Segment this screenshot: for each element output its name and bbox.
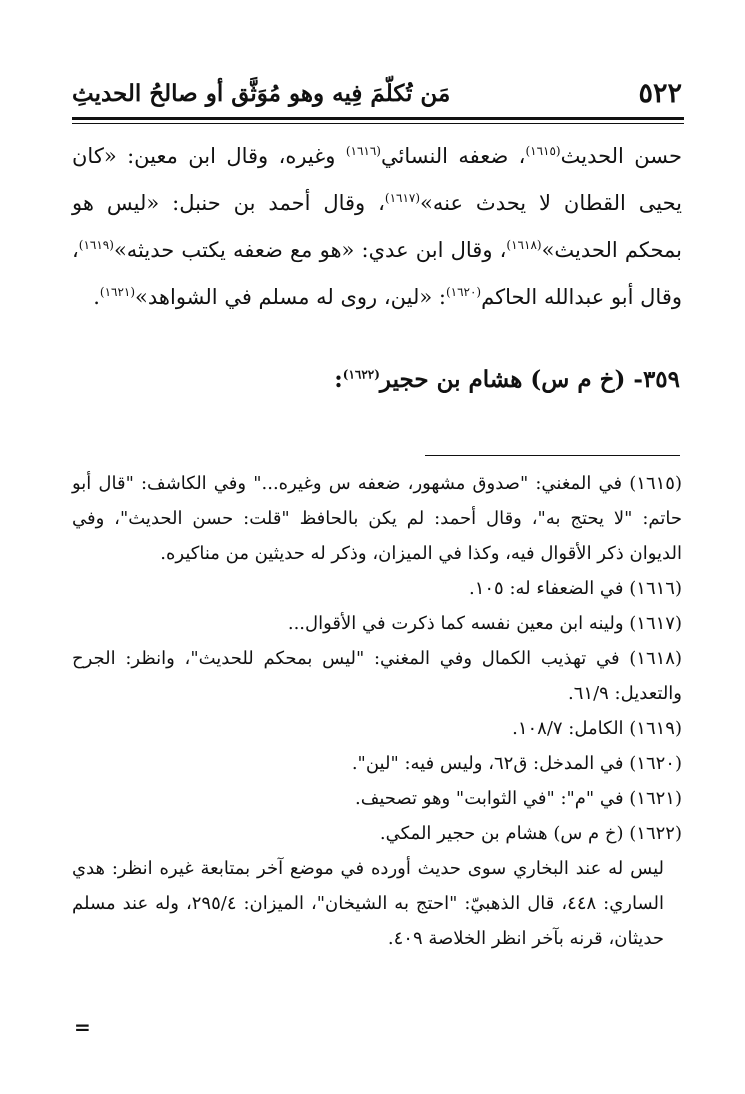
footnote-ref: (١٦١٨) bbox=[506, 238, 542, 252]
main-paragraph bbox=[72, 133, 682, 321]
text-segment: ، وقال أحمد بن حنبل: «ليس هو بمحكم الحديث» bbox=[72, 191, 682, 262]
text-segment: ، وقال ابن عدي: «هو مع ضعفه يكتب حديثه» bbox=[113, 238, 507, 262]
text-segment: حسن الحديث bbox=[560, 144, 682, 168]
running-title: مَن تُكلّمَ فِيه وهو مُوَثَّق أو صالحُ الحديثِ bbox=[72, 80, 451, 107]
header-rule-thick bbox=[72, 117, 684, 120]
footnote: (١٦١٥) في المغني: "صدوق مشهور، ضعفه س وغيره..." وفي الكاشف: "قال أبو حاتم: "لا يحتج به"، وقال أحمد: لم يكن بالحافظ "قلت: حسن الحديث"، وفي الديوان ذكر الأقوال فيه، وكذا في الميزان، وذكر له حديثين من مناكيره. bbox=[72, 473, 682, 564]
footnote: (١٦٢٢) (خ م س) هشام بن حجير المكي. bbox=[379, 823, 682, 844]
footnote-ref: (١٦١٩) bbox=[78, 238, 114, 252]
footnote-ref: (١٦٢١) bbox=[99, 285, 136, 299]
footnotes bbox=[72, 466, 682, 956]
footnote-ref: (١٦٢٢) bbox=[342, 367, 380, 382]
footnote-ref: (١٦٢٠) bbox=[445, 285, 482, 299]
page-header bbox=[72, 78, 682, 114]
main-text bbox=[72, 133, 682, 321]
footnote-separator bbox=[425, 455, 680, 456]
entry-tail: : bbox=[334, 366, 343, 393]
footnote: (١٦١٩) الكامل: ١٠٨/٧. bbox=[512, 718, 682, 739]
entry-heading bbox=[72, 360, 680, 400]
text-segment: ، ضعفه النسائي bbox=[380, 144, 526, 168]
footnote: (١٦١٨) في تهذيب الكمال وفي المغني: "ليس بمحكم للحديث"، وانظر: الجرح والتعديل: ٦١/٩. bbox=[72, 648, 682, 704]
text-segment: ، وقال أبو عبدالله الحاكم bbox=[72, 238, 682, 309]
continuation-mark: = bbox=[74, 1015, 91, 1039]
footnote: (١٦٢٠) في المدخل: ق٦٢، وليس فيه: "لين". bbox=[351, 753, 682, 774]
text-segment: : «لين، روى له مسلم في الشواهد» bbox=[135, 285, 446, 309]
footnote-ref: (١٦١٥) bbox=[525, 144, 561, 158]
footnote: (١٦١٧) ولينه ابن معين نفسه كما ذكرت في الأقوال... bbox=[287, 613, 682, 634]
footnote-continuation: ليس له عند البخاري سوى حديث أورده في موضع آخر بمتابعة غيره انظر: هدي الساري: ٤٤٨، قال الذهبيّ: "احتج به الشيخان"، الميزان: ٢٩٥/٤، وله عند مسلم حديثان، قرنه بآخر انظر الخلاصة ٤٠٩. bbox=[72, 858, 664, 949]
footnote-ref: (١٦١٦) bbox=[345, 144, 381, 158]
text-segment: . bbox=[93, 285, 100, 309]
page-number: ٥٢٢ bbox=[638, 78, 682, 109]
entry-title: (خ م س) هشام بن حجير bbox=[379, 366, 626, 393]
footnote: (١٦١٦) في الضعفاء له: ١٠٥. bbox=[468, 578, 682, 599]
entry-number: ٣٥٩- bbox=[625, 366, 680, 393]
footnote-ref: (١٦١٧) bbox=[384, 191, 421, 205]
text-segment: وغيره، وقال ابن معين: «كان يحيى القطان لا يحدث عنه» bbox=[72, 144, 683, 215]
footnote: (١٦٢١) في "م": "في الثوابت" وهو تصحيف. bbox=[354, 788, 682, 809]
header-rule-thin bbox=[72, 123, 684, 124]
